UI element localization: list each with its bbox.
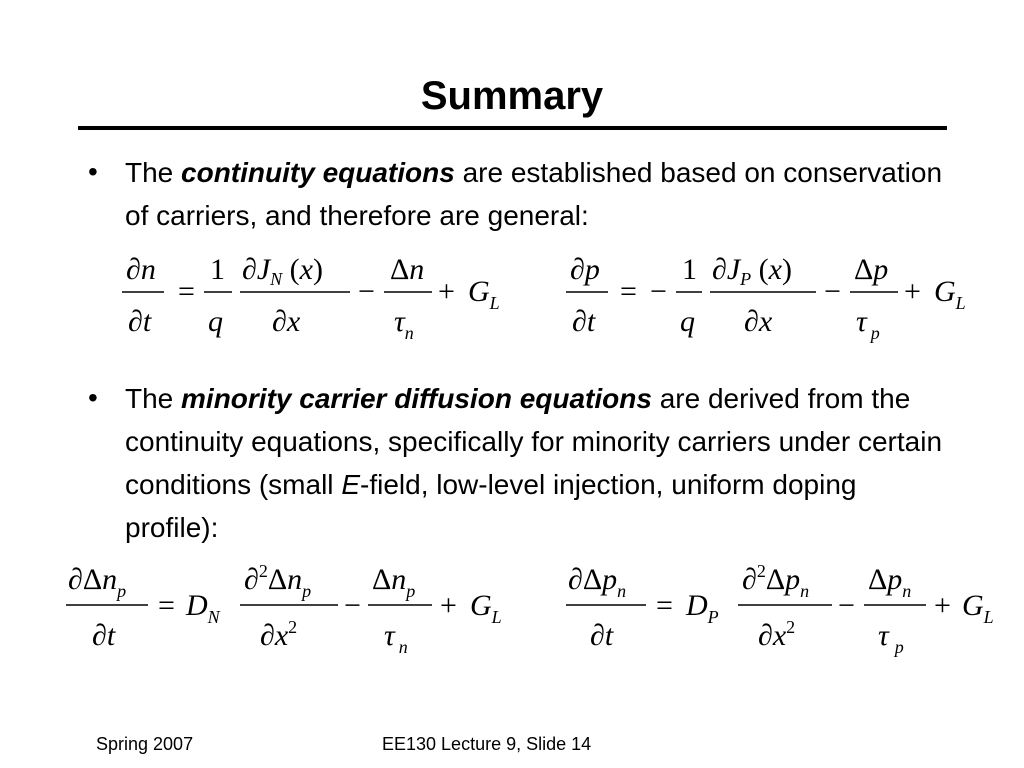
bullet-rest-part-2: -field, low-level injection, uniform doping profile):	[125, 469, 857, 543]
slide-title: Summary	[420, 74, 604, 118]
title-underline	[78, 126, 947, 130]
svg-text:∂2Δnp: $\partial^2\Delta n_p$	[244, 561, 312, 601]
svg-text:∂t: ∂t	[128, 305, 152, 338]
svg-text:1: 1	[210, 253, 225, 286]
svg-text:∂n: ∂n	[126, 253, 156, 286]
svg-text:−: −	[824, 275, 841, 308]
diffusion-equation-n	[62, 555, 522, 665]
svg-text:∂Δpn: $\partial\Delta p_n$	[568, 563, 627, 601]
svg-text:1: 1	[682, 253, 697, 286]
svg-text:q: q	[208, 305, 223, 338]
field-symbol: E	[341, 469, 360, 500]
svg-text:=: =	[620, 275, 637, 308]
bullet-marker-2: •	[88, 382, 98, 413]
continuity-equation-p	[562, 245, 982, 350]
svg-text:−: −	[838, 589, 855, 622]
svg-text:q: q	[680, 305, 695, 338]
svg-text:∂x: ∂x	[744, 305, 773, 338]
svg-text:GL: $G_L$	[962, 589, 994, 627]
svg-text:GL: $G_L$	[468, 275, 500, 313]
footer-term: Spring 2007	[96, 734, 194, 754]
term-continuity-equations: continuity equations	[181, 157, 455, 188]
bullet-text-continuity	[125, 151, 945, 237]
bullet-rest-part-1: are derived from the continuity equations, specifically for minority carriers under certain conditions (small	[125, 383, 943, 500]
footer-slide-info: EE130 Lecture 9, Slide 14	[382, 734, 592, 754]
svg-text:−: −	[358, 275, 375, 308]
svg-text:τn: τ $_n$	[384, 619, 408, 657]
svg-text:−: −	[650, 275, 667, 308]
svg-text:∂JP (x): $\partial J_P$ (x)	[712, 253, 792, 289]
svg-text:∂p: ∂p	[570, 253, 600, 286]
svg-text:∂t: ∂t	[572, 305, 596, 338]
svg-text:+: +	[934, 589, 951, 622]
svg-text:=: =	[656, 589, 673, 622]
svg-text:Δn: Δn	[390, 253, 425, 286]
svg-text:∂t: ∂t	[92, 619, 116, 652]
svg-text:τp: τ $_p$	[878, 619, 904, 657]
bullet-rest: are established based on conservation of carriers, and therefore are general:	[125, 157, 943, 231]
svg-text:+: +	[440, 589, 457, 622]
svg-text:∂JN (x): $\partial J_N$ (x)	[242, 253, 323, 289]
svg-text:Δp: Δp	[854, 253, 889, 286]
continuity-equation-n	[118, 245, 518, 350]
bullet-lead: The	[125, 383, 182, 414]
bullet-marker-1: •	[88, 156, 98, 187]
bullet-lead: The	[125, 157, 182, 188]
svg-text:∂Δnp: $\partial\Delta n_p$	[68, 563, 127, 601]
svg-text:Δnp: $\Delta n_p$	[372, 563, 416, 601]
svg-text:Δpn: $\Delta p_n$	[868, 563, 912, 601]
svg-text:=: =	[178, 275, 195, 308]
svg-text:∂x2: $\partial x^2$	[260, 617, 298, 652]
svg-text:DN: $D_N$	[186, 589, 220, 627]
svg-text:−: −	[344, 589, 361, 622]
svg-text:DP: $D_P$	[686, 589, 719, 627]
diffusion-equation-p	[562, 555, 1012, 665]
svg-text:∂t: ∂t	[590, 619, 614, 652]
svg-text:GL: $G_L$	[470, 589, 502, 627]
term-minority-carrier-diffusion-equations: minority carrier diffusion equations	[181, 383, 652, 414]
svg-text:+: +	[904, 275, 921, 308]
svg-text:∂x: ∂x	[272, 305, 301, 338]
svg-text:τp: τ $_p$	[856, 305, 880, 343]
svg-text:+: +	[438, 275, 455, 308]
svg-text:∂2Δpn: $\partial^2\Delta p_n$	[742, 561, 810, 601]
svg-text:GL: $G_L$	[934, 275, 966, 313]
svg-text:∂x2: $\partial x^2$	[758, 617, 796, 652]
bullet-text-diffusion	[125, 377, 945, 549]
svg-text:τn: $\tau_n$	[394, 305, 414, 343]
svg-text:=: =	[158, 589, 175, 622]
